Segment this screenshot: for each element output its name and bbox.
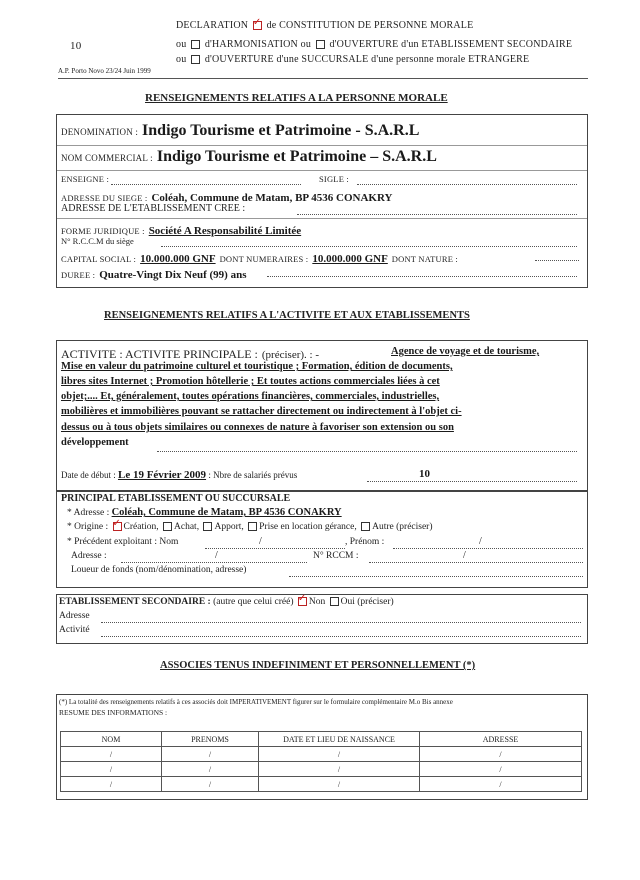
activite-preciser: (préciser). : - <box>261 349 319 361</box>
origine-autre-checkbox[interactable] <box>361 522 370 531</box>
or-text: ou <box>176 54 187 65</box>
adresse-etablissement-field[interactable] <box>297 214 577 215</box>
numeraire-value[interactable]: 10.000.000 GNF <box>312 253 388 265</box>
origine-location-checkbox[interactable] <box>248 522 257 531</box>
associes-note: (*) La totalité des renseignements relatifs à ces associés doit IMPERATIVEMENT figurer sur le formulaire complémentaire M.o Bis annexe <box>59 698 453 706</box>
column-header-adresse: ADRESSE <box>420 732 582 747</box>
forme-juridique-label: FORME JURIDIQUE : <box>61 226 145 236</box>
adresse2-label: Adresse : <box>71 551 107 561</box>
activite-end-line <box>157 451 577 452</box>
activite-line-1[interactable]: Agence de voyage et de tourisme, <box>391 346 540 357</box>
adresse2-field[interactable] <box>121 562 307 563</box>
activite-box <box>56 340 588 492</box>
rccm2-label: N° RCCM : <box>313 551 359 561</box>
table-cell[interactable]: / <box>61 777 162 792</box>
forme-juridique-value[interactable]: Société A Responsabilité Limitée <box>148 225 302 237</box>
activite-line-7[interactable]: développement <box>61 437 129 448</box>
activite-line-4[interactable]: objet;.... Et, généralement, toutes opérations financières, commerciales, industrielles, <box>61 391 440 402</box>
sigle-field[interactable] <box>357 184 577 185</box>
header-line-2 <box>176 39 572 50</box>
row-divider <box>57 145 587 146</box>
table-cell[interactable]: / <box>162 777 259 792</box>
personne-morale-box <box>56 114 588 288</box>
origine-creation-checkbox[interactable] <box>113 522 122 531</box>
secondaire-non-checkbox[interactable] <box>298 597 307 606</box>
section3-title: ASSOCIES TENUS INDEFINIMENT ET PERSONNELLEMENT (*) <box>160 660 476 671</box>
duree-label: DUREE : <box>61 270 96 280</box>
page-mark: 10 <box>70 40 82 52</box>
activite-line-5[interactable]: mobilières et immobilières pouvant se rattacher directement ou indirectement à l'objet ci- <box>61 406 462 417</box>
sigle-label: SIGLE : <box>319 174 349 184</box>
origine-achat-label: Achat, <box>174 522 200 532</box>
origine-apport-label: Apport, <box>214 522 244 532</box>
table-header-row <box>61 732 582 747</box>
activite-label: ACTIVITE : ACTIVITE PRINCIPALE : <box>61 347 258 361</box>
adresse3-label: Adresse <box>59 611 90 621</box>
salaries-label: : Nbre de salariés prévus <box>208 470 298 480</box>
associes-box <box>56 694 588 800</box>
nature-field[interactable] <box>535 260 579 261</box>
adresse-siege-label: ADRESSE DU SIEGE : <box>61 193 148 203</box>
rccm-siege-field[interactable] <box>161 246 577 247</box>
column-header-nom: NOM <box>61 732 162 747</box>
adresse-principal-value[interactable]: Coléah, Commune de Matam, BP 4536 CONAKRY <box>111 507 342 518</box>
associes-table <box>60 731 582 792</box>
duree-value[interactable]: Quatre-Vingt Dix Neuf (99) ans <box>99 269 247 281</box>
prenom-label: , Prénom : <box>345 537 385 547</box>
adresse2-slash: / <box>215 550 218 561</box>
secondaire-oui-checkbox[interactable] <box>330 597 339 606</box>
adresse-principal-row <box>67 507 342 518</box>
denomination-row <box>61 122 419 140</box>
nom-commercial-value[interactable]: Indigo Tourisme et Patrimoine – S.A.R.L <box>156 148 437 165</box>
adresse3-field[interactable] <box>101 622 581 623</box>
exploitant-prenom-slash: / <box>479 536 482 547</box>
nature-label: DONT NATURE : <box>391 254 458 264</box>
resume-label: RESUME DES INFORMATIONS : <box>59 708 168 717</box>
capital-label: CAPITAL SOCIAL : <box>61 254 137 264</box>
nom-commercial-row <box>61 148 437 166</box>
table-cell[interactable]: / <box>259 762 420 777</box>
row-divider <box>57 218 587 219</box>
secondaire-oui-label: Oui (préciser) <box>340 597 394 607</box>
duree-row <box>61 265 247 283</box>
activite2-label: Activité <box>59 625 90 635</box>
section2-title: RENSEIGNEMENTS RELATIFS A L'ACTIVITE ET AUX ETABLISSEMENTS <box>104 310 470 321</box>
adresse-etablissement-label: ADRESSE DE L'ETABLISSEMENT CREE : <box>61 203 246 214</box>
activite-line-2[interactable]: Mise en valeur du patrimoine culturel et touristique ; Formation, édition de documents, <box>61 361 453 372</box>
salaries-value[interactable]: 10 <box>419 468 430 480</box>
section1-title: RENSEIGNEMENTS RELATIFS A LA PERSONNE MORALE <box>145 92 448 104</box>
rccm-siege-label: N° R.C.C.M du siège <box>61 236 134 246</box>
exploitant-nom-slash: / <box>259 536 262 547</box>
column-header-naissance: DATE ET LIEU DE NAISSANCE <box>259 732 420 747</box>
secondaire-row <box>59 597 394 607</box>
origine-apport-checkbox[interactable] <box>203 522 212 531</box>
succursale-label: d'OUVERTURE d'une SUCCURSALE d'une personne morale ETRANGERE <box>204 54 530 65</box>
table-row <box>61 762 582 777</box>
origine-label: * Origine : <box>67 522 109 532</box>
adresse-siege-value[interactable]: Coléah, Commune de Matam, BP 4536 CONAKRY <box>151 192 393 204</box>
table-cell[interactable]: / <box>162 762 259 777</box>
table-cell[interactable]: / <box>162 747 259 762</box>
origine-location-label: Prise en location gérance, <box>259 522 357 532</box>
form-reference: A.P. Porto Novo 23/24 Juin 1999 <box>58 67 151 75</box>
exploitant-label: * Précédent exploitant : Nom <box>67 537 179 547</box>
table-cell[interactable]: / <box>420 777 582 792</box>
etab-secondaire-label: d'OUVERTURE d'un ETABLISSEMENT SECONDAIRE <box>329 39 573 50</box>
header-rule <box>58 78 588 79</box>
etablissement-secondaire-box <box>56 594 588 644</box>
enseigne-label: ENSEIGNE : <box>61 174 110 184</box>
date-debut-row <box>61 469 297 481</box>
principal-etablissement-box <box>56 490 588 588</box>
enseigne-field[interactable] <box>111 184 301 185</box>
constitution-checkbox[interactable] <box>253 21 262 30</box>
activite2-field[interactable] <box>101 636 581 637</box>
rccm2-slash: / <box>463 550 466 561</box>
secondaire-paren: (autre que celui créé) <box>213 597 294 607</box>
loueur-field[interactable] <box>289 576 583 577</box>
origine-row <box>67 522 433 532</box>
table-cell[interactable]: / <box>61 747 162 762</box>
denomination-label: DENOMINATION : <box>61 127 139 137</box>
origine-autre-label: Autre (préciser) <box>372 522 433 532</box>
duree-field[interactable] <box>267 276 577 277</box>
header-line-1 <box>176 20 473 31</box>
loueur-label: Loueur de fonds (nom/dénomination, adresse) <box>71 565 247 575</box>
activite-line-6[interactable]: dessus ou à tous objets similaires ou connexes de nature à favoriser son extension ou son <box>61 422 454 433</box>
or-text: ou <box>176 39 187 50</box>
denomination-value[interactable]: Indigo Tourisme et Patrimoine - S.A.R.L <box>142 122 420 139</box>
etab-secondaire-checkbox[interactable] <box>316 40 325 49</box>
activite-line-3[interactable]: libres sites Internet ; Promotion hôtellerie ; Et toutes actions commerciales liées à cet <box>61 376 440 387</box>
origine-creation-label: Création, <box>123 522 159 532</box>
table-cell[interactable]: / <box>259 777 420 792</box>
table-cell[interactable]: / <box>420 747 582 762</box>
numeraire-label: DONT NUMERAIRES : <box>219 254 309 264</box>
row-divider <box>57 170 587 171</box>
exploitant-nom-field[interactable] <box>205 548 345 549</box>
principal-title: PRINCIPAL ETABLISSEMENT OU SUCCURSALE <box>61 493 291 504</box>
header-declaration: DECLARATION <box>176 20 249 31</box>
secondaire-non-label: Non <box>308 597 326 607</box>
table-cell[interactable]: / <box>61 762 162 777</box>
date-debut-value[interactable]: Le 19 Février 2009 <box>117 469 207 481</box>
table-cell[interactable]: / <box>420 762 582 777</box>
rccm2-field[interactable] <box>369 562 583 563</box>
origine-achat-checkbox[interactable] <box>163 522 172 531</box>
header-constitution: de CONSTITUTION DE PERSONNE MORALE <box>266 20 474 31</box>
nom-commercial-label: NOM COMMERCIAL : <box>61 153 153 163</box>
capital-value[interactable]: 10.000.000 GNF <box>140 253 216 265</box>
secondaire-label: ETABLISSEMENT SECONDAIRE : <box>59 597 211 607</box>
salaries-field <box>367 481 577 482</box>
harmonisation-label: d'HARMONISATION ou <box>204 39 312 50</box>
table-row <box>61 747 582 762</box>
header-line-3 <box>176 54 529 65</box>
harmonisation-checkbox[interactable] <box>191 40 200 49</box>
table-cell[interactable]: / <box>259 747 420 762</box>
exploitant-row <box>67 537 178 547</box>
column-header-prenoms: PRENOMS <box>162 732 259 747</box>
succursale-checkbox[interactable] <box>191 55 200 64</box>
adresse-principal-label: * Adresse : <box>67 508 110 518</box>
exploitant-prenom-field[interactable] <box>393 548 583 549</box>
table-row <box>61 777 582 792</box>
date-debut-label: Date de début : <box>61 470 116 480</box>
